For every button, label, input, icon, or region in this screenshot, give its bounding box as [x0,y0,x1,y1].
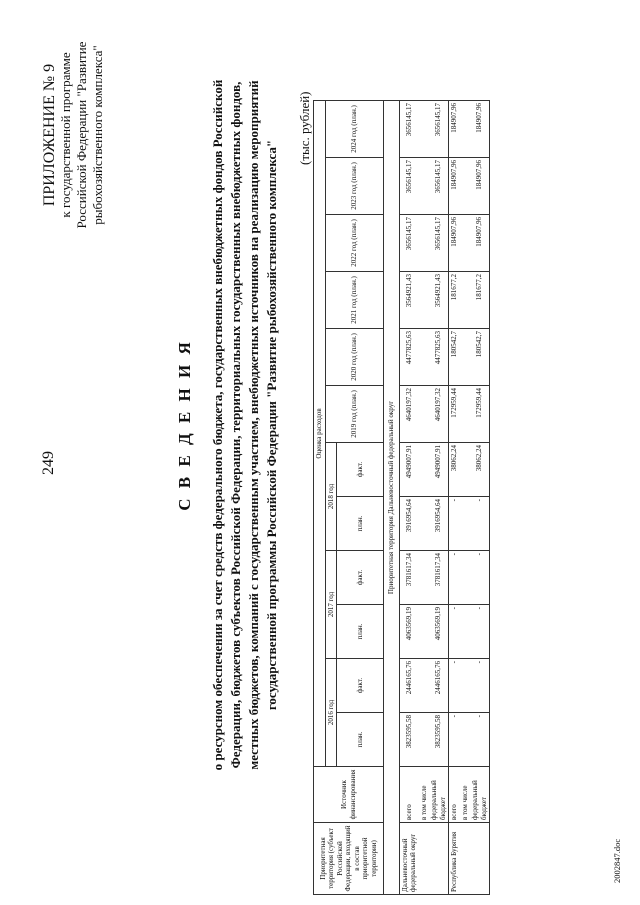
value-cell: 184907,96 [449,215,460,272]
value-cell [460,272,471,329]
value-cell: 3916954,64 [399,497,419,551]
table-row [449,101,460,895]
value-cell [419,386,430,443]
value-cell: 3823595,58 [429,713,449,767]
value-cell: 4640197,32 [399,386,419,443]
value-cell [460,215,471,272]
header-fact-2016: факт. [337,659,384,713]
value-cell: 4063569,19 [429,605,449,659]
row-territory [460,823,471,895]
value-cell: 3656145,17 [399,101,419,158]
heading-line: местных бюджетов, компаний с государственным участием, внебюджетных источников на реализацию мероприятий [246,80,261,770]
value-cell [460,386,471,443]
header-territory: Приоритетная территория (субъект Российской Федерации, входящий в состав приоритетной территории) [314,823,384,895]
value-cell: 4063569,19 [399,605,419,659]
row-territory: Республика Бурятия [449,823,460,895]
value-cell: 38062,24 [470,443,490,497]
value-cell: 3781617,34 [429,551,449,605]
table-row [470,101,490,895]
header-plan-2017: план. [337,605,384,659]
value-cell [419,605,430,659]
value-cell [419,713,430,767]
value-cell [460,329,471,386]
value-cell: 3564921,43 [429,272,449,329]
value-cell [460,659,471,713]
value-cell: - [449,659,460,713]
document-heading [175,25,281,825]
value-cell: 181677,2 [470,272,490,329]
header-estimate: Оценка расходов [314,101,326,767]
row-territory [419,823,430,895]
value-cell: 3916954,64 [429,497,449,551]
row-source: в том числе [460,767,471,823]
value-cell: - [449,605,460,659]
value-cell: 172959,44 [470,386,490,443]
value-cell: 4477825,63 [399,329,419,386]
header-year-2016: 2016 год [325,659,337,767]
header-fact-2017: факт. [337,551,384,605]
row-source: всего [449,767,460,823]
value-cell: 3781617,34 [399,551,419,605]
resource-table [313,100,490,895]
row-territory: Дальневосточный федеральный округ [399,823,419,895]
value-cell: 184907,96 [449,158,460,215]
appendix-title: ПРИЛОЖЕНИЕ № 9 [41,63,58,207]
value-cell: 3656145,17 [429,158,449,215]
header-year-2018: 2018 год [325,443,337,551]
appendix-line: рыбохозяйственного комплекса" [90,45,105,225]
header-year-2017: 2017 год [325,551,337,659]
header-source: Источник финансирования [314,767,384,823]
value-cell: 3823595,58 [399,713,419,767]
value-cell: 172959,44 [449,386,460,443]
value-cell: 4477825,63 [429,329,449,386]
units-label: (тыс. рублей) [297,91,312,165]
value-cell: - [449,497,460,551]
header-2019: 2019 год (план.) [325,386,384,443]
value-cell: 38062,24 [449,443,460,497]
header-plan-2018: план. [337,497,384,551]
value-cell [419,497,430,551]
value-cell: 3656145,17 [399,158,419,215]
header-2021: 2021 год (план.) [325,272,384,329]
header-2023: 2023 год (план.) [325,158,384,215]
table-row [419,101,430,895]
value-cell: - [449,551,460,605]
value-cell: 184907,96 [470,215,490,272]
heading-line: о ресурсном обеспечении за счет средств федерального бюджета, государственных внебюджетных фондов Российской [210,79,225,771]
header-2022: 2022 год (план.) [325,215,384,272]
row-source: федеральный бюджет [470,767,490,823]
value-cell: 2446165,76 [399,659,419,713]
value-cell [460,497,471,551]
row-source: всего [399,767,419,823]
value-cell [419,101,430,158]
header-plan-2016: план. [337,713,384,767]
value-cell: 3656145,17 [429,101,449,158]
value-cell [460,713,471,767]
value-cell: 3656145,17 [399,215,419,272]
value-cell [419,659,430,713]
header-2024: 2024 год (план.) [325,101,384,158]
value-cell [460,551,471,605]
row-source: федеральный бюджет [429,767,449,823]
value-cell: 2446165,76 [429,659,449,713]
value-cell [460,605,471,659]
header-2020: 2020 год (план.) [325,329,384,386]
table-row [399,101,419,895]
value-cell: - [470,497,490,551]
value-cell: 184907,96 [470,101,490,158]
row-territory [429,823,449,895]
value-cell [419,329,430,386]
value-cell: 4949007,91 [429,443,449,497]
page-number: 249 [40,451,57,475]
value-cell: - [449,713,460,767]
value-cell: 3564921,43 [399,272,419,329]
row-source: в том числе [419,767,430,823]
value-cell: - [470,551,490,605]
value-cell [419,443,430,497]
value-cell: 184907,96 [449,101,460,158]
heading-title: С В Е Д Е Н И Я [175,339,194,511]
value-cell: - [470,605,490,659]
value-cell [419,272,430,329]
value-cell: 180542,7 [470,329,490,386]
heading-line: Федерации, бюджетов субъектов Российской Федерации, территориальных государственных внебюджетных фондов, [228,81,243,769]
header-fact-2018: факт. [337,443,384,497]
value-cell [460,101,471,158]
value-cell [460,158,471,215]
section-title: Приоритетная территория Дальневосточный федеральный округ [384,101,400,895]
value-cell: 4640197,32 [429,386,449,443]
value-cell: 180542,7 [449,329,460,386]
value-cell [419,158,430,215]
value-cell [460,443,471,497]
table-row [429,101,449,895]
value-cell: 184907,96 [470,158,490,215]
value-cell: 4949007,91 [399,443,419,497]
appendix-block [42,15,106,255]
appendix-line: к государственной программе [58,52,73,218]
table-row [460,101,471,895]
value-cell: 181677,2 [449,272,460,329]
appendix-line: Российской Федерации "Развитие [74,41,89,229]
row-territory [470,823,490,895]
value-cell: 3656145,17 [429,215,449,272]
value-cell: - [470,659,490,713]
file-footer: 2002847.doc [612,838,622,883]
value-cell [419,215,430,272]
heading-line: государственной программы Российской Федерации "Развитие рыбохозяйственного комплекса" [264,139,279,711]
value-cell [419,551,430,605]
value-cell: - [470,713,490,767]
